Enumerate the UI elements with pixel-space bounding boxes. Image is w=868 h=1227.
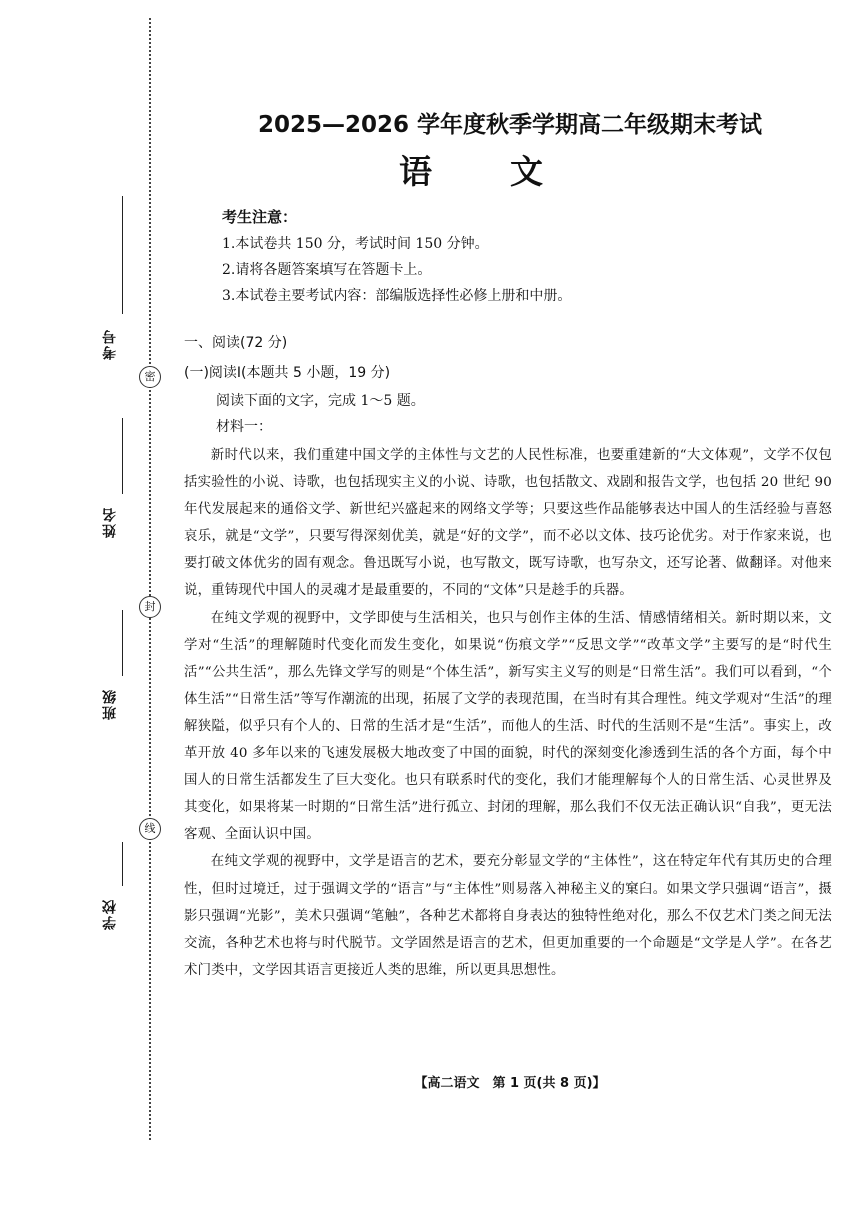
- subject-title: 语文: [399, 152, 621, 191]
- material-label: 材料一：: [216, 419, 272, 435]
- seal-mark-feng: 封: [139, 596, 161, 618]
- notice-title: 考生注意：: [222, 208, 298, 226]
- exam-number-field[interactable]: [96, 196, 136, 360]
- reading-instruction: 阅读下面的文字，完成 1～5 题。: [216, 393, 425, 409]
- name-label: 姓名: [102, 506, 118, 538]
- section-title: 一、阅读(72 分): [184, 335, 288, 351]
- page-footer: 【高二语文 第 1 页(共 8 页)】: [414, 1076, 606, 1091]
- name-field[interactable]: [96, 418, 136, 542]
- class-blank[interactable]: [122, 610, 123, 676]
- notice-item: 1.本试卷共 150 分，考试时间 150 分钟。: [222, 236, 489, 252]
- seal-mark-xian: 线: [139, 818, 161, 840]
- section-subtitle: (一)阅读Ⅰ(本题共 5 小题，19 分): [184, 365, 391, 381]
- class-label: 班级: [102, 688, 118, 720]
- name-blank[interactable]: [122, 418, 123, 494]
- school-blank[interactable]: [122, 842, 123, 886]
- exam-number-blank[interactable]: [122, 196, 123, 314]
- binding-dotted-line: [149, 18, 151, 1140]
- notice-item: 2.请将各题答案填写在答题卡上。: [222, 262, 432, 278]
- seal-mark-mi: 密: [139, 366, 161, 388]
- exam-title: 2025—2026 学年度秋季学期高二年级期末考试: [257, 112, 763, 138]
- passage-paragraph: 在纯文学观的视野中，文学是语言的艺术，要充分彰显文学的“主体性”，这在特定年代有其历史的合理性，但时过境迁，过于强调文学的“语言”与“主体性”则易落入神秘主义的窠臼。如果文学只强调“语言”，摄影只强调“光影”，美术只强调“笔触”，各种艺术都将自身表达的独特性绝对化，那么不仅艺术门类之间无法交流，各种艺术也将与时代脱节。文学固然是语言的艺术，但更加重要的一个命题是“文学是人学”。在各艺术门类中，文学因其语言更接近人类的思维，所以更具思想性。: [184, 854, 832, 978]
- class-field[interactable]: [96, 610, 136, 730]
- passage-paragraph: 在纯文学观的视野中，文学即使与生活相关，也只与创作主体的生活、情感情绪相关。新时期以来，文学对“生活”的理解随时代变化而发生变化，如果说“伤痕文学”“反思文学”“改革文学”主要写的是“时代生活”“公共生活”，那么先锋文学写的则是“个体生活”，新写实主义写的则是“日常生活”。我们可以看到，“个体生活”“日常生活”等写作潮流的出现，拓展了文学的表现范围，在当时有其合理性。纯文学观对“生活”的理解狭隘，似乎只有个人的、日常的生活才是“生活”，而他人的生活、时代的生活则不是“生活”。事实上，改革开放 40 多年以来的飞速发展极大地改变了中国的面貌，时代的深刻变化渗透到生活的各个方面，每个中国人的日常生活都发生了巨大变化。也只有联系时代的变化，我们才能理解每个人的日常生活、心灵世界及其变化，如果将某一时期的“日常生活”进行孤立、封闭的理解，那么我们不仅无法正确认识“自我”，更无法客观、全面认识中国。: [184, 610, 832, 843]
- reading-passage: [184, 442, 832, 984]
- candidate-notice: [222, 206, 571, 309]
- notice-item: 3.本试卷主要考试内容：部编版选择性必修上册和中册。: [222, 288, 572, 304]
- school-label: 学校: [102, 898, 118, 930]
- exam-number-label: 考号: [102, 328, 118, 360]
- school-field[interactable]: [96, 842, 136, 932]
- passage-paragraph: 新时代以来，我们重建中国文学的主体性与文艺的人民性标准，也要重建新的“大文体观”，文学不仅包括实验性的小说、诗歌，也包括现实主义的小说、诗歌，也包括散文、戏剧和报告文学，也包括 20 世纪 90 年代发展起来的通俗文学、新世纪兴盛起来的网络文学等；只要这些作品能够表达中国人的生活经验与喜怒哀乐，就是“文学”，只要写得深刻优美，就是“好的文学”，而不必以文体、技巧论优劣。对于作家来说，也要打破文体优劣的固有观念。鲁迅既写小说，也写散文，既写诗歌，也写杂文，还写论著、做翻译。对他来说，重铸现代中国人的灵魂才是最重要的，不同的“文体”只是趁手的兵器。: [184, 448, 832, 599]
